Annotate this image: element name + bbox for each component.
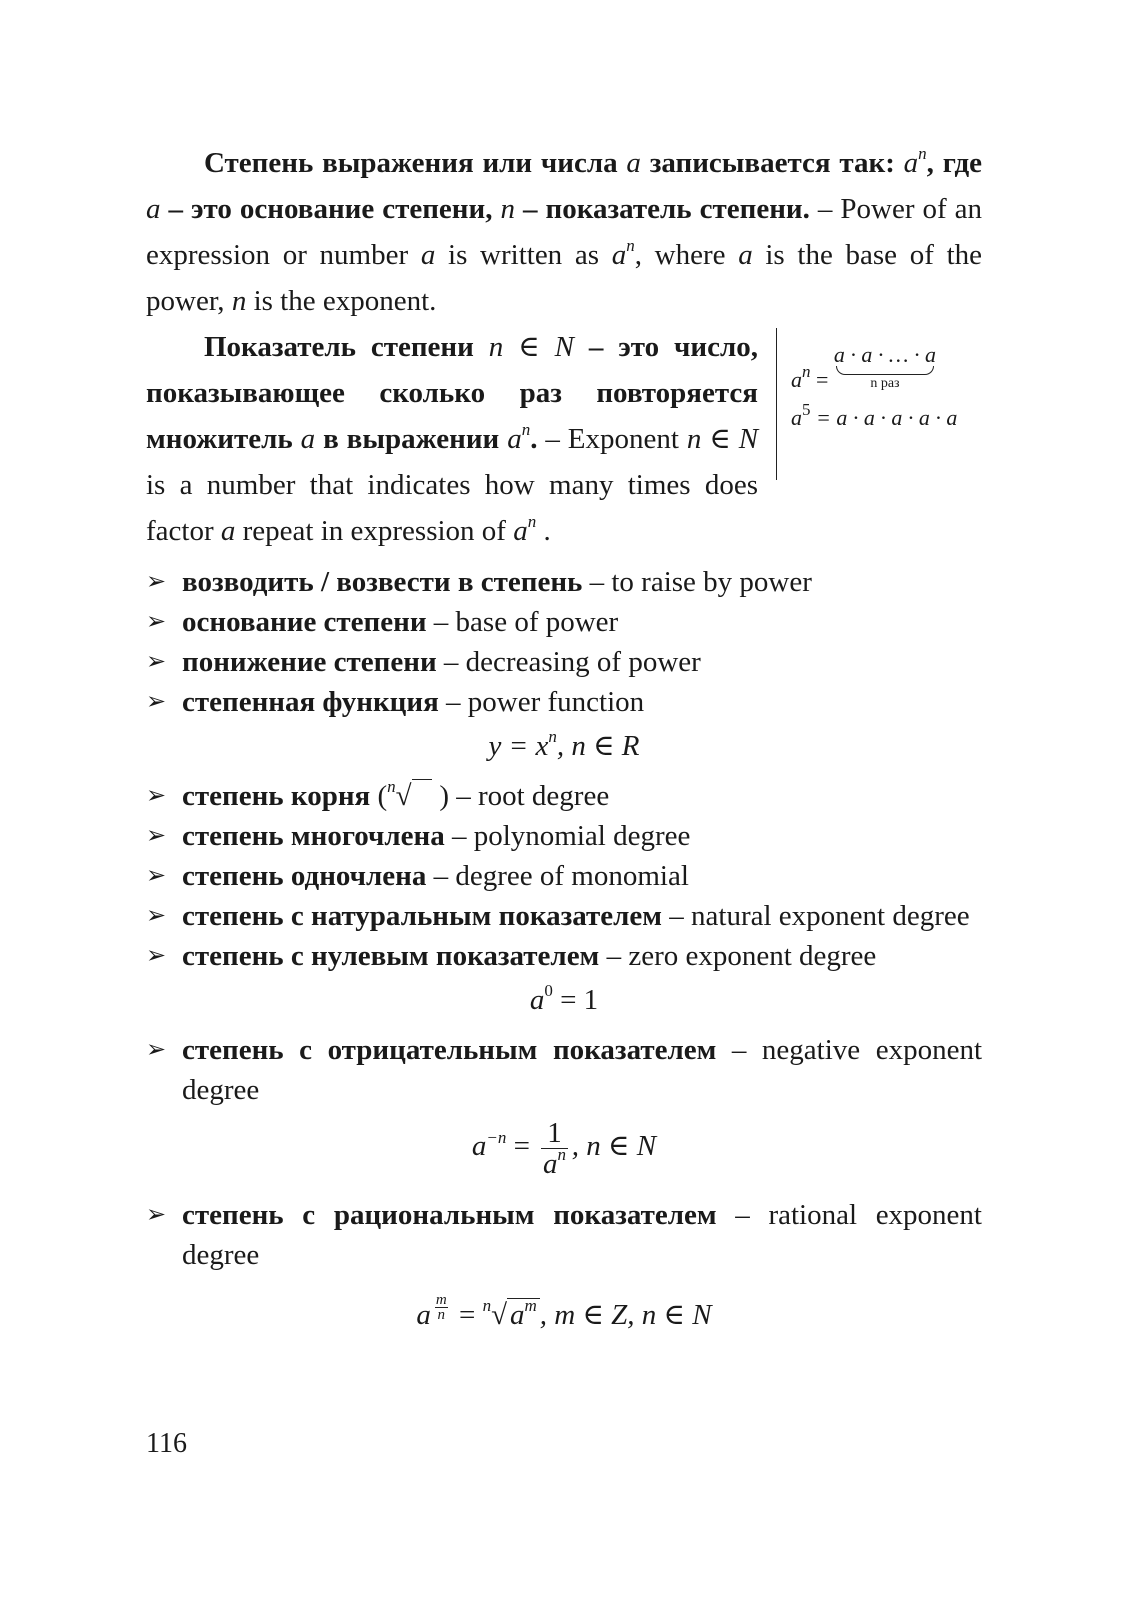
var-n: n [521,420,531,440]
terms-list [146,562,982,722]
arrow-bullet-icon: ➢ [146,943,167,969]
list-item: ➢ степень одночлена – degree of monomial [146,856,982,896]
arrow-bullet-icon: ➢ [146,823,167,849]
intro-ru-5: – показатель степени. [523,193,810,225]
intro-en-1: – Power of an expression or number [146,193,983,271]
var-a: a [146,193,161,225]
underbrace: a · a · … · a n раз [833,342,936,391]
list-item: ➢ степень с нулевым показателем – zero exponent degree [146,936,982,976]
var-a: a [300,423,316,455]
arrow-bullet-icon: ➢ [146,783,167,809]
var-n: n [500,193,515,225]
exponent-section [146,324,982,554]
root-sign-icon: √ [395,780,412,812]
list-item: ➢ степень корня ($^n$√ ) – root degree [146,776,982,816]
intro-ru-2: записывается так: [649,147,895,179]
exp-ru-2: – это число, показывающее сколько раз повторяется множитель [146,331,759,455]
rational-exponent-formula: a $^{\frac{m}{n}}$ = $^n$√ $a^m$ , m ∈ Z, n ∈ N [416,1292,712,1331]
var-a: a [513,515,528,547]
root-sign-icon: √ [491,1299,507,1331]
set-n-in-N: n ∈ N [488,331,574,363]
exp-ru-3: в выражении [323,423,500,455]
var-n: n [527,512,537,532]
var-a: a [738,239,753,271]
arrow-bullet-icon: ➢ [146,903,167,929]
var-a: a [611,239,627,271]
arrow-bullet-icon: ➢ [146,689,167,715]
list-item: ➢ степень с рациональным показателем – rational exponent degree [146,1195,982,1275]
exp-en-3: repeat in expression of [242,515,506,547]
page-content [146,140,982,1345]
list-item: ➢ степенная функция – power function [146,682,982,722]
side-formula-product: $a^n = a \cdot a$ · … · a n раз [791,342,936,392]
exponent-paragraph: Показатель степени n ∈ N – это число, показывающее сколько раз повторяется множитель a в выражении $a^n$. – Exponent n ∈ N is a number that indicates how many times does factor a repeat in expression of $a^n$ . [146,331,759,547]
underbrace-label: n раз [870,376,900,391]
side-formulas [776,328,981,480]
terms-list-2 [146,776,982,976]
intro-en-3: , where [634,239,726,271]
var-a: a [220,515,236,547]
list-item: ➢ степень с натуральным показателем – natural exponent degree [146,896,982,936]
intro-en-4: is the base of the power, [146,239,982,317]
exp-en-1: – Exponent [545,423,679,455]
set-n-in-N: n ∈ N [686,423,759,455]
intro-en-5: is the exponent. [253,285,437,317]
exp-en-2: is a number that indicates how many times does factor [146,469,758,547]
var-a: a [507,423,522,455]
arrow-bullet-icon: ➢ [146,609,167,635]
intro-ru-4: – это основание степени, [168,193,493,225]
list-item: ➢ основание степени – base of power [146,602,982,642]
arrow-bullet-icon: ➢ [146,649,167,675]
var-a: a [903,147,919,179]
arrow-bullet-icon: ➢ [146,863,167,889]
var-n: n [626,236,635,256]
side-formula-example: $a^5 = a \cdot a \cdot a \cdot a \cdot a$ [791,399,958,430]
list-item: ➢ понижение степени – decreasing of power [146,642,982,682]
arrow-bullet-icon: ➢ [146,1202,167,1228]
intro-en-2: is written as [448,239,600,271]
var-a: a [420,239,436,271]
intro-ru-3: , где [926,147,982,179]
power-function-formula: $y = x^n$, n ∈ R [488,727,640,762]
terms-list-4 [146,1195,982,1275]
intro-paragraph [146,140,982,324]
fraction: $\frac{1}{a^n}$ [543,1117,567,1180]
exp-ru-1: Показатель степени [204,331,474,363]
list-item: ➢ возводить / возвести в степень – to raise by power [146,562,982,602]
arrow-bullet-icon: ➢ [146,1037,167,1063]
intro-ru-1: Степень выражения или числа [204,147,618,179]
var-a: a [626,147,641,179]
var-n: n [918,144,927,164]
zero-exponent-formula: $a^0 = 1$ [529,981,599,1016]
negative-exponent-formula: $a^{-n}$ = $\frac{1}{a^n}$ , n ∈ N [471,1117,657,1180]
list-item: ➢ степень с отрицательным показателем – negative exponent degree [146,1030,982,1110]
var-n: n [231,285,247,317]
page-number: 116 [146,1428,187,1459]
arrow-bullet-icon: ➢ [146,569,167,595]
list-item: ➢ степень многочлена – polynomial degree [146,816,982,856]
terms-list-3 [146,1030,982,1110]
root-index: n [387,777,396,797]
